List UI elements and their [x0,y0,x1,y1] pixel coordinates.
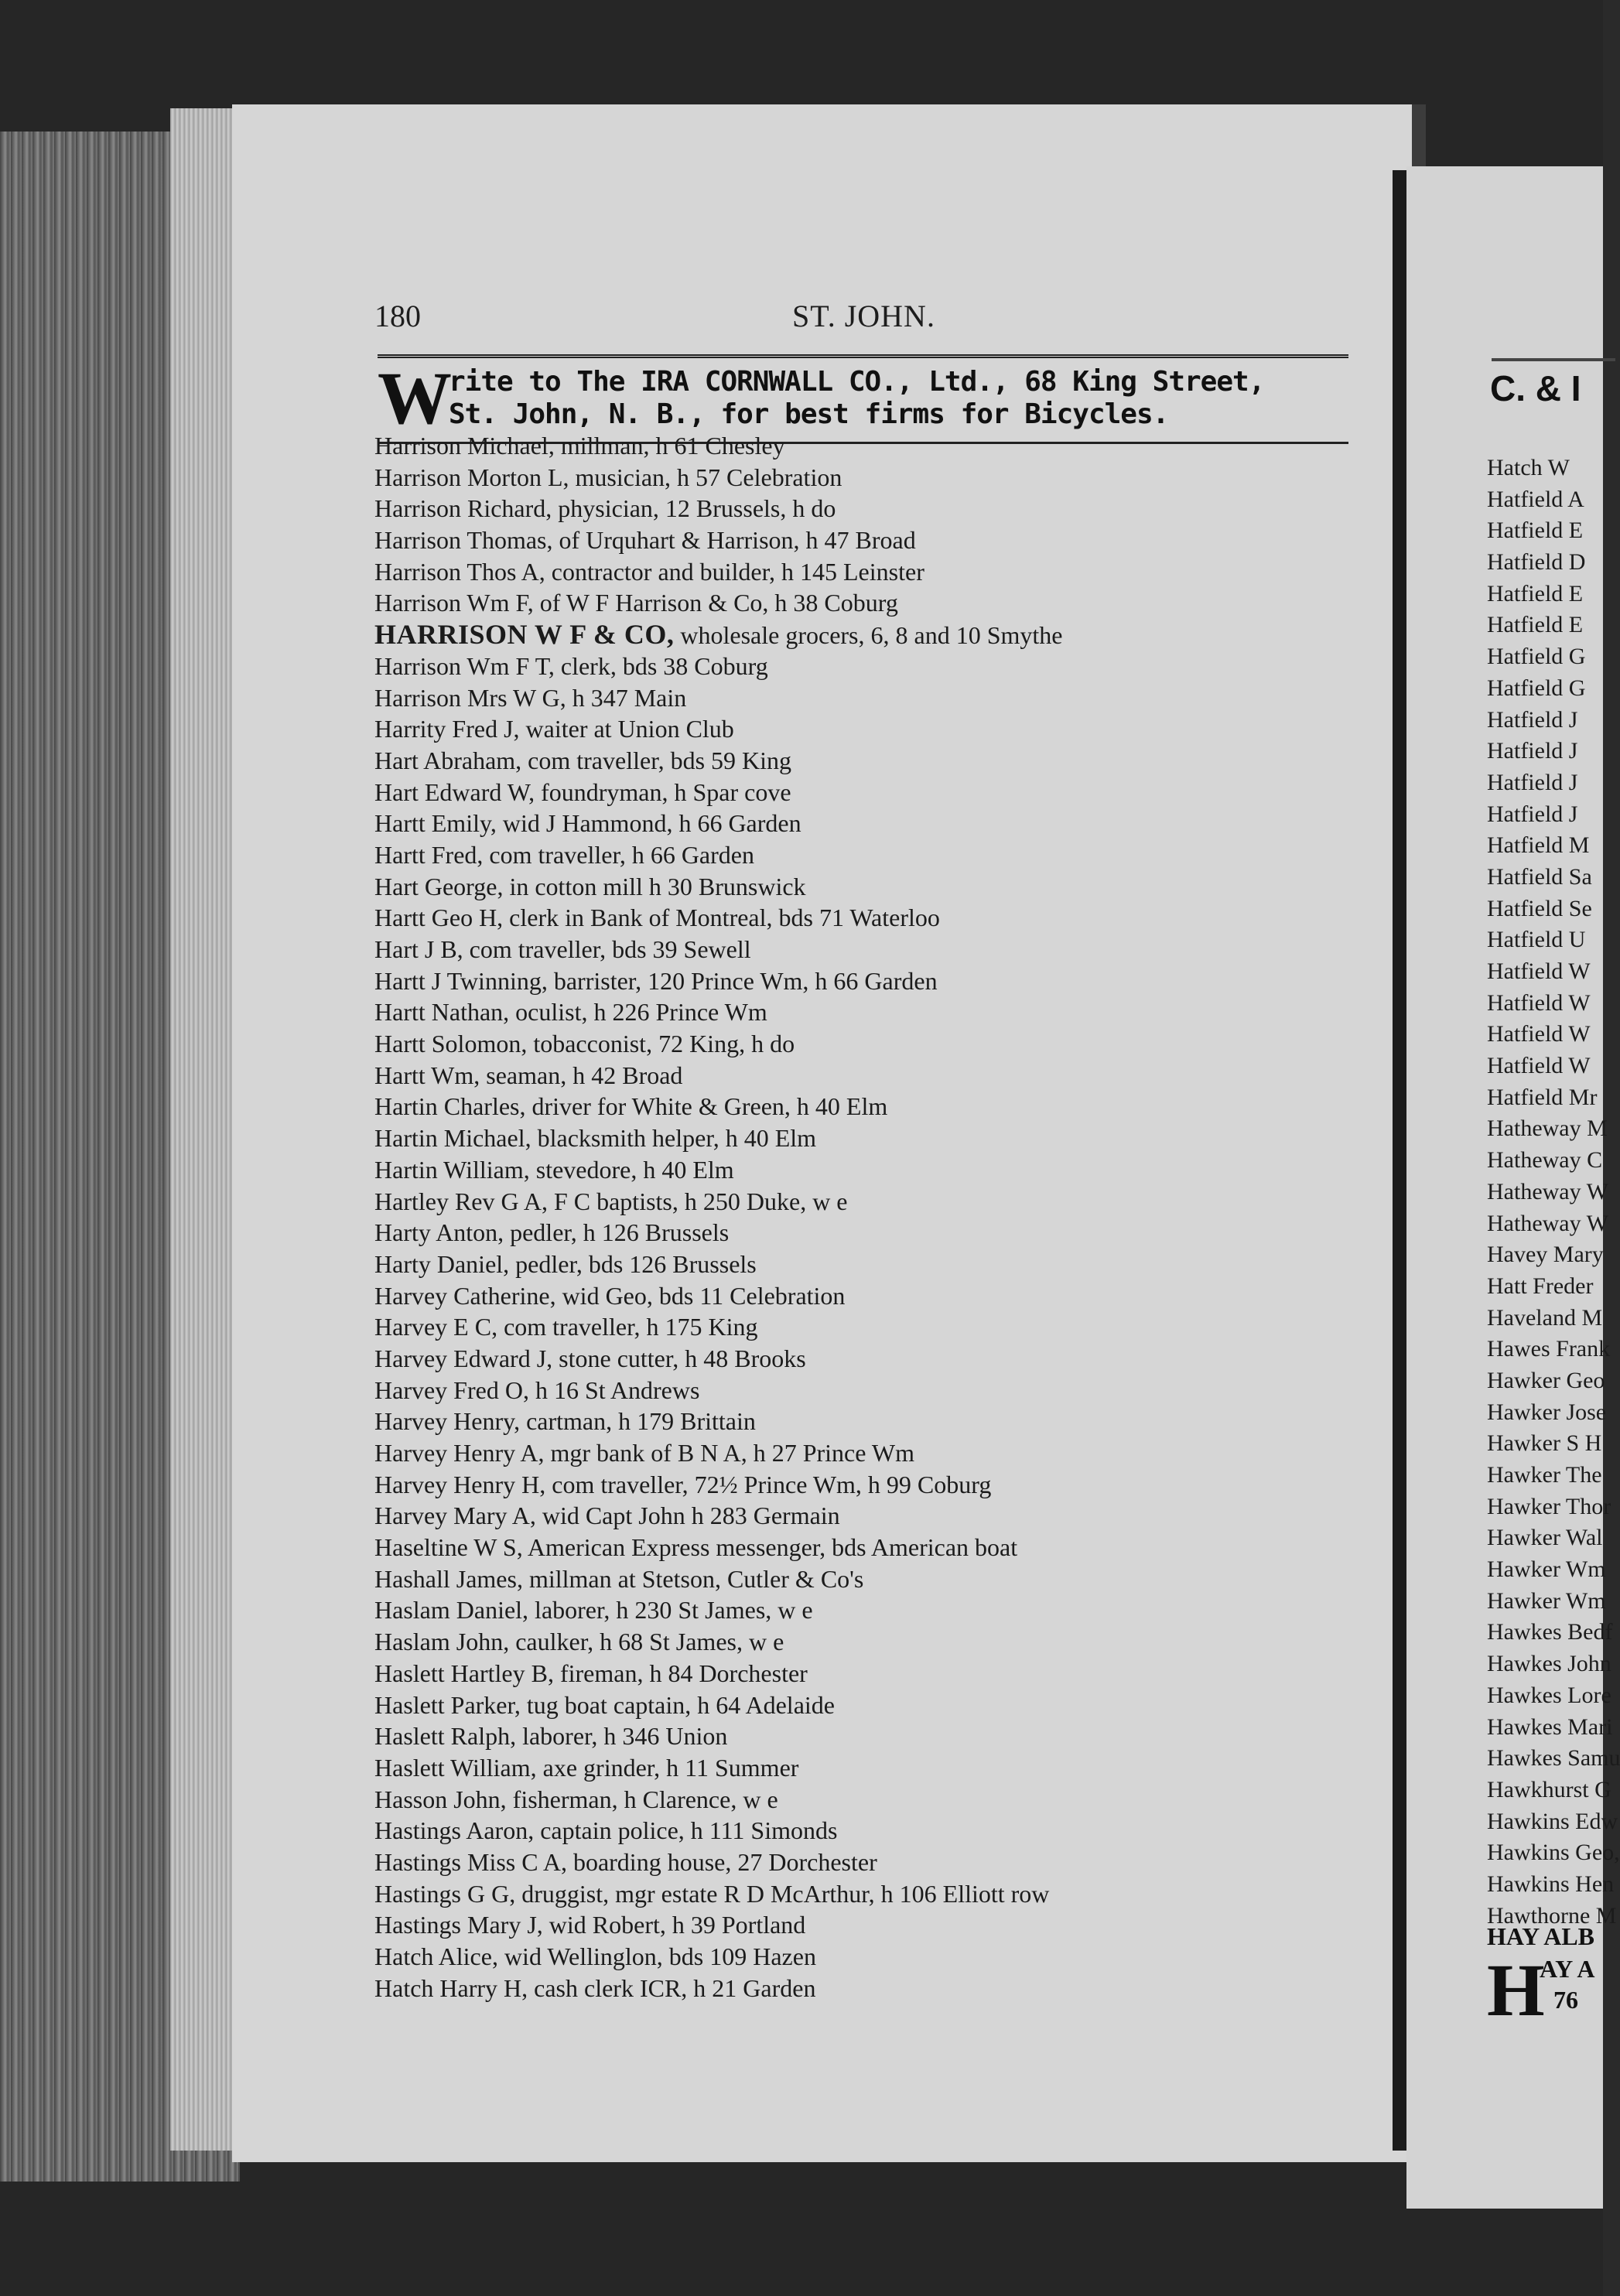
directory-entries [374,430,1380,2004]
entry-name: Harty Anton [374,1218,498,1247]
entry-name: Hastings G G [374,1879,510,1908]
directory-entry [374,524,1380,556]
entry-details: , cash clerk ICR, h 21 Garden [521,1973,816,2002]
entry-details: , driver for White & Green, h 40 Elm [519,1092,888,1121]
right-page-entry: Haveland M [1487,1304,1603,1331]
right-page-entry: Hawker Wm [1487,1556,1606,1583]
directory-entry [374,1437,1380,1469]
directory-entry [374,1690,1380,1721]
directory-entry [374,1406,1380,1437]
right-page-entry: Hatfield Se [1487,895,1592,921]
directory-entry [374,1060,1380,1092]
right-page-entry: Hatheway C [1487,1147,1603,1174]
entry-details: , laborer, h 346 Union [510,1722,728,1751]
directory-entry [374,462,1380,494]
right-page-entry: Hatheway W [1487,1178,1608,1204]
entry-name: Harrison Wm F T [374,651,549,680]
entry-name: Hastings Miss C A [374,1847,561,1876]
right-page-entry: Hawkes John [1487,1651,1611,1677]
directory-entry [374,1784,1380,1816]
entry-name: Hatch Harry H [374,1973,522,2002]
directory-entry [374,1752,1380,1784]
entry-name: Harty Daniel [374,1249,504,1278]
entry-details: , mgr bank of B N A, h 27 Prince Wm [538,1439,914,1467]
entry-name: Haslett Hartley B [374,1659,548,1687]
right-page-entry: Hatfield W [1487,958,1591,984]
right-page-entry: Hawker Wm [1487,1587,1606,1614]
entry-details: , pedler, bds 126 Brussels [503,1249,757,1278]
directory-entry [374,619,1380,651]
right-page-ad-dropcap: H [1487,1949,1545,2031]
right-page-entry: Hatfield Sa [1487,863,1592,890]
right-page-entry: Hatt Freder [1487,1273,1594,1299]
entry-details: , caulker, h 68 St James, w e [503,1628,784,1656]
right-page-entry: Hatfield J [1487,706,1578,733]
entry-details: , laborer, h 230 St James, w e [522,1596,813,1625]
entry-name: Hartt Emily [374,809,490,838]
right-page-bold-entry: HAY ALB [1487,1922,1595,1950]
directory-entry [374,1122,1380,1154]
entry-name: Haslam Daniel [374,1596,523,1625]
right-page-entry: Hawkes Mari [1487,1713,1613,1740]
right-page-ad-line-1: AY A [1540,1955,1595,1983]
right-page-entry: Hawker The [1487,1462,1602,1488]
right-page-entry: Hatfield U [1487,927,1586,953]
entry-details: , millman at Stetson, Cutler & Co's [516,1564,864,1593]
page-heading: ST. JOHN. [792,299,935,333]
entry-details: , F C baptists, h 250 Duke, w e [541,1187,848,1215]
entry-details: , millman, h 61 Chesley [548,432,785,460]
right-page-entry: Hawes Frank [1487,1336,1611,1362]
ad-line-2: St. John, N. B., for best firms for Bicycles. [449,398,1169,430]
entry-name: Harvey Henry H [374,1470,540,1498]
right-page-entry: Hatfield M [1487,832,1590,859]
entry-details: , stevedore, h 40 Elm [523,1155,734,1184]
entry-details: , foundryman, h Spar cove [528,777,791,806]
entry-details: , wid Geo, bds 11 Celebration [549,1281,846,1310]
directory-entry [374,1091,1380,1122]
entry-details: , axe grinder, h 11 Summer [530,1753,799,1782]
directory-entry [374,1815,1380,1847]
entry-name: Harvey Mary A [374,1502,530,1530]
entry-name: Haseltine W S [374,1533,517,1562]
entry-name: Hashall James [374,1564,517,1593]
entry-name: HARRISON W F & CO, [374,619,675,651]
entry-name: Harvey Edward J [374,1344,547,1372]
entry-details: , wid J Hammond, h 66 Garden [490,809,801,838]
ad-dropcap: W [378,357,452,439]
directory-entry [374,996,1380,1028]
entry-details: , of Urquhart & Harrison, h 47 Broad [546,526,916,555]
entry-details: , h 347 Main [559,683,687,712]
directory-entry [374,1847,1380,1878]
entry-name: Harrison Thos A [374,557,539,586]
entry-details: , com traveller, bds 39 Sewell [456,935,751,963]
entry-details: , barrister, 120 Prince Wm, h 66 Garden [541,966,938,995]
entry-details: , in cotton mill h 30 Brunswick [497,872,806,900]
entry-details: , com traveller, bds 59 King [515,746,792,774]
entry-details: , cartman, h 179 Brittain [514,1407,756,1436]
running-head [374,298,1357,337]
directory-entry [374,808,1380,839]
entry-name: Hasson John [374,1785,501,1813]
right-page-entry: Hawker S H [1487,1430,1602,1457]
right-page-entry: Hatfield E [1487,580,1584,606]
right-page-entry: Hatfield Mr [1487,1084,1598,1110]
right-page-entry: Hatfield G [1487,675,1586,701]
entry-details: , stone cutter, h 48 Brooks [546,1344,806,1372]
entry-details: , blacksmith helper, h 40 Elm [525,1124,817,1153]
directory-entry [374,587,1380,619]
entry-name: Hartin Charles [374,1092,520,1121]
entry-name: Harvey Henry [374,1407,514,1436]
right-page-heading: C. & I [1490,368,1581,408]
right-page-entry: Hatfield J [1487,801,1578,827]
entry-details: , captain police, h 111 Simonds [528,1816,838,1845]
entry-name: Harvey Henry A [374,1439,538,1467]
directory-entry [374,1311,1380,1343]
right-page-entry: Hatfield G [1487,644,1586,670]
page-edges [170,108,240,2151]
entry-name: Harrison Morton L [374,463,563,491]
directory-entry [374,934,1380,965]
directory-entry [374,871,1380,903]
directory-entry [374,1658,1380,1690]
right-page-entry: Hawker Jose [1487,1399,1607,1425]
entry-name: Hart Edward W [374,777,529,806]
directory-entry [374,1343,1380,1375]
entry-name: Harrity Fred J [374,715,514,743]
entry-name: Haslett Parker [374,1690,514,1719]
directory-entry [374,745,1380,777]
entry-name: Harrison Wm F [374,589,528,617]
right-page [1406,166,1620,2209]
directory-entry [374,713,1380,745]
entry-details: , druggist, mgr estate R D McArthur, h 106 Elliott row [509,1879,1050,1908]
directory-entry [374,1375,1380,1406]
directory-entry [374,902,1380,934]
right-page-entries [1487,453,1620,1932]
right-page-entry: Hatfield W [1487,989,1591,1016]
entry-name: Hatch Alice [374,1942,492,1970]
right-page-entry: Hatfield W [1487,1053,1591,1079]
right-page-entry: Hawthorne M [1487,1902,1617,1929]
directory-entry [374,1941,1380,1973]
directory-entry [374,1469,1380,1501]
entry-details: , pedler, h 126 Brussels [497,1218,730,1247]
right-page-entry: Hatch W [1487,455,1570,480]
entry-name: Hastings Aaron [374,1816,528,1845]
right-page-entry: Hawkes Samu [1487,1745,1620,1772]
directory-entry [374,1720,1380,1752]
directory-entry [374,1280,1380,1312]
entry-details: , wid Capt John h 283 Germain [529,1502,840,1530]
entry-name: Hartley Rev G A [374,1187,542,1215]
directory-entry [374,1563,1380,1595]
entry-details: , tug boat captain, h 64 Adelaide [514,1690,835,1719]
right-page-entry: Hawkins Hen [1487,1871,1615,1897]
entry-name: Harrison Michael [374,432,549,460]
entry-name: Hartin Michael [374,1124,525,1153]
entry-name: Haslam John [374,1628,504,1656]
entry-details: , fireman, h 84 Dorchester [547,1659,808,1687]
directory-entry [374,430,1380,462]
entry-details: , com traveller, h 66 Garden [477,840,754,869]
entry-details: , musician, h 57 Celebration [562,463,842,491]
entry-details: , physician, 12 Brussels, h do [545,494,836,523]
entry-name: Hartt J Twinning [374,966,542,995]
entry-details: , tobacconist, 72 King, h do [521,1030,795,1058]
entry-details: , oculist, h 226 Prince Wm [503,998,767,1027]
right-page-entry: Hawkes Bedf [1487,1619,1613,1645]
entry-details: , com traveller, h 175 King [491,1313,758,1341]
right-page-entry: Hawker Wal [1487,1525,1603,1551]
directory-entry [374,493,1380,524]
entry-name: Harvey Fred O [374,1375,523,1404]
directory-entry [374,651,1380,682]
entry-name: Harvey Catherine [374,1281,550,1310]
directory-entry [374,556,1380,588]
directory-entry [374,1594,1380,1626]
directory-entry [374,777,1380,808]
right-page-entry: Hawker Geo [1487,1367,1605,1393]
entry-details: , waiter at Union Club [513,715,734,743]
directory-entry [374,1973,1380,2004]
entry-details: , h 16 St Andrews [522,1375,700,1404]
entry-name: Harvey E C [374,1313,492,1341]
right-page-entry: Hawker Thor [1487,1493,1611,1519]
entry-name: Hartt Fred [374,840,477,869]
entry-name: Harrison Thomas [374,526,547,555]
entry-details: wholesale grocers, 6, 8 and 10 Smythe [674,621,1063,650]
right-page-rule [1492,358,1615,361]
entry-name: Hartt Solomon [374,1030,521,1058]
right-page-entry: Hatfield D [1487,549,1586,576]
entry-details: , clerk in Bank of Montreal, bds 71 Waterloo [497,904,940,932]
entry-name: Hart Abraham [374,746,516,774]
entry-details: , contractor and builder, h 145 Leinster [538,557,924,586]
entry-details: , seaman, h 42 Broad [473,1061,683,1089]
directory-entry [374,965,1380,997]
entry-details: , fisherman, h Clarence, w e [500,1785,778,1813]
ad-line-1: rite to The IRA CORNWALL CO., Ltd., 68 King Street, [449,366,1265,398]
entry-name: Hartt Wm [374,1061,474,1089]
directory-entry [374,1249,1380,1280]
entry-name: Hart George [374,872,497,900]
directory-entry [374,1154,1380,1186]
entry-name: Harrison Mrs W G [374,683,560,712]
right-page-entry: Hawkins Geo, [1487,1840,1620,1866]
entry-details: , com traveller, 72½ Prince Wm, h 99 Coburg [539,1470,992,1498]
right-page-entry: Hatheway M [1487,1116,1608,1142]
directory-entry [374,1028,1380,1060]
directory-entry [374,682,1380,714]
entry-name: Hartin William [374,1155,524,1184]
directory-entry [374,1878,1380,1910]
right-page-entry: Hatfield W [1487,1021,1591,1047]
directory-entry [374,839,1380,871]
entry-details: , American Express messenger, bds American boat [516,1533,1018,1562]
right-page-entry: Hatheway W [1487,1210,1608,1236]
right-page-entry: Hatfield J [1487,769,1578,795]
right-page-entry: Hatfield A [1487,486,1584,512]
entry-details: , wid Wellinglon, bds 109 Hazen [491,1942,816,1970]
directory-entry [374,1626,1380,1658]
entry-name: Hart J B [374,935,457,963]
directory-entry [374,1532,1380,1563]
directory-entry [374,1186,1380,1218]
entry-name: Hartt Geo H [374,904,497,932]
directory-entry [374,1500,1380,1532]
entry-details: , clerk, bds 38 Coburg [548,651,768,680]
right-page-entry: Hatfield E [1487,612,1584,638]
entry-name: Harrison Richard [374,494,546,523]
entry-details: , wid Robert, h 39 Portland [536,1911,806,1939]
directory-entry [374,1909,1380,1941]
entry-details: , boarding house, 27 Dorchester [560,1847,877,1876]
entry-name: Hartt Nathan [374,998,504,1027]
entry-details: , of W F Harrison & Co, h 38 Coburg [527,589,898,617]
entry-name: Haslett Ralph [374,1722,511,1751]
right-page-entry: Havey Mary [1487,1242,1604,1268]
right-page-entry: Hawkins Edw [1487,1808,1618,1834]
entry-name: Hastings Mary J [374,1911,537,1939]
right-page-entry: Hatfield J [1487,738,1578,764]
right-page-ad-line-2: 76 [1553,1986,1578,2014]
entry-name: Haslett William [374,1753,531,1782]
directory-entry [374,1217,1380,1249]
right-page-entry: Hawkhurst G [1487,1776,1611,1802]
right-page-entry: Hatfield E [1487,518,1584,544]
page-number: 180 [374,299,421,333]
right-page-entry: Hawkes Lore [1487,1682,1611,1708]
